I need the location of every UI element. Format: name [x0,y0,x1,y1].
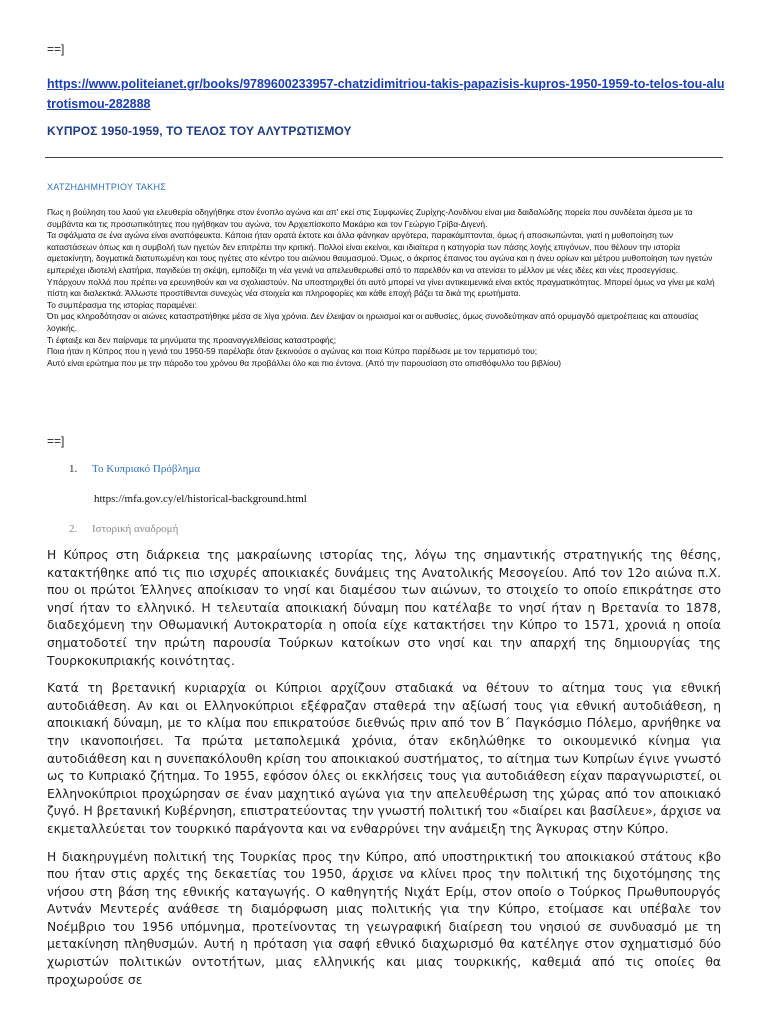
toc-item-historical-review[interactable] [69,523,178,535]
body-paragraph: Κατά τη βρετανική κυριαρχία οι Κύπριοι αρχίζουν σταδιακά να θέτουν το αίτημα τους για εθνική αυτοδιάθεση. Αν και οι Ελληνοκύπριοι εξέφραζαν σταθερά την αξίωσή τους για εθνική αυτοδιάθεση, η αποικιακή δύναμη, με το κλίμα που επικρατούσε διεθνώς πριν από τον Β΄ Παγκόσμιο Πόλεμο, αρνήθηκε να την ικανοποιήσει. Τα πρώτα μεταπολεμικά χρόνια, όταν εκδηλώθηκε το οικουμενικό κίνημα για αυτοδιάθεση και η συνεπακόλουθη κρίση του αποικιακού συστήματος, το αίτημα των Κυπρίων έγινε γνωστό ως το Κυπριακό ζήτημα. Το 1955, εφόσον όλες οι εκκλήσεις τους για αυτοδιάθεση είχαν παραγνωριστεί, οι Ελληνοκύπριοι προχώρησαν σε έναν μαχητικό αγώνα για την απελευθέρωση της χώρας από τον αποικιακό ζυγό. Η βρετανική Κυβέρνηση, επιστρατεύοντας την γνωστή πολιτική του «διαίρει και βασίλευε», άρχισε να εκμεταλλεύεται τον τουρκικό παράγοντα και να ενθαρρύνει την ανάμειξη της Άγκυρας στην Κύπρο. [47,681,721,836]
intro-paragraph: Ότι μας κληροδότησαν οι αιώνες καταστρατήθηκε μέσα σε λίγα χρόνια. Δεν έλειψαν οι ηρωισμοί και οι αυθυσίες, όμως συνοδεύτηκαν από ορυμαγδό αμετροέπειας και απουσίας λογικής. [47,311,699,333]
intro-paragraph: Αυτό είναι ερώτημα που με την πάροδο του χρόνου θα προβάλλει όλο και πιο έντονα. (Από την παρουσίαση στο οπισθόφυλλο του βιβλίου) [47,357,562,368]
intro-paragraph: Τι έφταιξε και δεν παίρναμε τα μηνύματα της προαναγγελθείσας καταστροφής; [47,334,337,345]
intro-paragraph: Ποια ήταν η Κύπρος που η γενιά του 1950-59 παρέλαβε όταν ξεκινούσε ο αγώνας και ποια Κύπρο παρέδωσε με τον τερματισμό του; [47,346,538,357]
intro-paragraph: Το συμπέρασμα της ιστορίας παραμένει: [47,299,197,310]
toc-number: 2. [69,523,78,535]
intro-paragraph: Υπάρχουν πολλά που πρέπει να ερευνηθούν και να σχολιαστούν. Να υποστηριχθεί ότι αυτό μπορεί να γίνει αντικειμενικά είναι εκτός πραγματικότητας. Μπορεί όμως να γίνει με καλή πίστη και διαλεκτικά. Άλλωστε προστίθενται συνεχώς νέα στοιχεία και πληροφορίες και κάθε εποχή βάζει τα δικά της ερωτήματα. [47,276,715,299]
author-link[interactable]: ΧΑΤΖΗΔΗΜΗΤΡΙΟΥ ΤΑΚΗΣ [47,182,167,192]
mfa-link[interactable]: https://mfa.gov.cy/el/historical-background.html [94,493,307,505]
article-body [47,547,721,999]
intro-paragraph: Τα σφάλματα σε ένα αγώνα είναι αναπόφευκτα. Κάποια ήταν ορατά έκτοτε και άλλα φάνηκαν αργότερα, παρακάμπτονται, όμως ή αποσιωπώνται, γιατί η μυθοποίηση των καταστάσεων όπως και η συμβολή των ηγετών δεν επιτρέπει την κριτική. Πολλοί είναι εκείνοι, και ιδιαίτερα η κατηγορία των πάσης λογής επιγόνων, που θέλουν την ιστορία αμετακίνητη, δογματικά διατυπωμένη και τους ηγέτες στο κέντρο του αιώνιου θαυμασμού. Όμως, ο άκριτος έπαινος του αγώνα και η άνευ ορίων και μέτρου μυθοποίηση των ηγετών εμπεριέχει ιδιοτελή ελατήρια, παγιδεύει τη σκέψη, εμποδίζει τη νέα γενιά να απελευθερωθεί από το παρελθόν και να ατενίσει το μέλλον με νέες ιδέες και νέες προσεγγίσεις. [47,230,713,275]
toc-label: Ιστορική αναδρομή [92,523,179,535]
toc-item-cyprus-problem[interactable] [69,463,200,475]
body-paragraph: Η διακηρυγμένη πολιτική της Τουρκίας προς την Κύπρο, από υποστηρικτική του αποικιακού στάτους κβο που ήταν στις αρχές της δεκαετίας του 1950, άρχισε να κλίνει προς την πολιτική της διχοτόμησης της νήσου στη βάση της εθνικής καταγωγής. Ο καθηγητής Νιχάτ Ερίμ, στον οποίο ο Τούρκος Πρωθυπουργός Αντνάν Μεντερές ανάθεσε τη διαμόρφωση μιας πολιτικής για την Κύπρο, ετοίμασε και υπέβαλε τον Νοέμβριο του 1956 υπόμνημα, προτείνοντας τη γεωγραφική διαίρεση του νησιού σε συνδυασμό με τη μετακίνηση πληθυσμών. Αυτή η πρόταση για σαφή εθνικό διαχωρισμό θα κατέληγε στον σχηματισμό δύο χωριστών πολιτικών οντοτήτων, μιας ελληνικής και μιας τουρκικής, καθεμιά από τις οποίες θα προχωρούσε σε [47,849,721,987]
section-marker: ==] [47,434,65,448]
body-paragraph: Η Κύπρος στη διάρκεια της μακραίωνης ιστορίας της, λόγω της σημαντικής στρατηγικής της θέσης, κατακτήθηκε από τις πιο ισχυρές αποικιακές δυνάμεις της Ανατολικής Μεσογείου. Από τον 12ο αιώνα π.Χ. που οι πρώτοι Έλληνες αποίκισαν το νησί και διαμέσου των αιώνων, το στοιχείο το οποίο επικράτησε στο νησί ήταν το ελληνικό. Η τελευταία αποικιακή δύναμη που κατέλαβε το νησί ήταν η Βρετανία το 1878, διαδεχόμενη την Οθωμανική Αυτοκρατορία η οποία είχε κατακτήσει την Κύπρο το 1571, χρονιά η οποία σηματοδοτεί την πρώτη παρουσία Τούρκων κατοίκων στο νησί και την απαρχή της δημιουργίας της Τουρκοκυπριακής κοινότητας. [47,548,721,668]
source-link[interactable]: https://www.politeianet.gr/books/9789600233957-chatzidimitriou-takis-papazisis-kupros-1950-1959-to-telos-tou-alutrotismou-282888 [47,77,725,111]
toc-label: Το Κυπριακό Πρόβλημα [92,463,201,475]
section-marker: ==] [47,42,65,56]
intro-text [47,207,723,369]
horizontal-rule [45,157,723,158]
book-title: ΚΥΠΡΟΣ 1950-1959, ΤΟ ΤΕΛΟΣ ΤΟΥ ΑΛΥΤΡΩΤΙΣΜΟΥ [47,124,352,138]
intro-paragraph: Πως η βούληση του λαού για ελευθερία οδηγήθηκε στον ένοπλο αγώνα και απ' εκεί στις Συμφωνίες Ζυρίχης-Λονδίνου είναι μια δαιδαλώδης πορεία που συνδέεται άμεσα με τα συμβάντα και τις προσωπικότητες που ηγήθηκαν του αγώνα, τον Αρχιεπίσκοπο Μακάριο και τον Γεώργιο Γρίβα-Διγενή. [47,207,693,229]
toc-number: 1. [69,463,78,475]
